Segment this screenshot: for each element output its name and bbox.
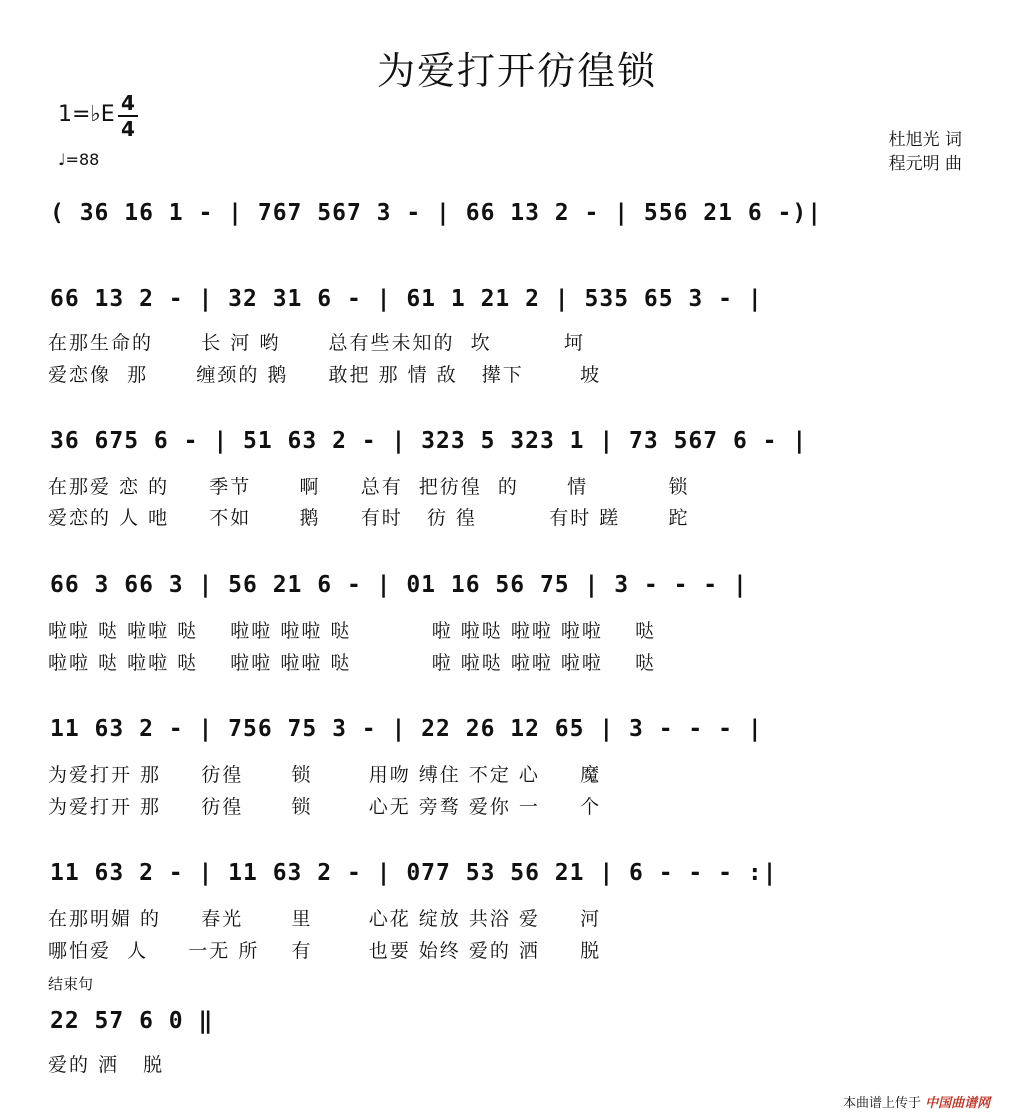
- lyric-line: 在那生命的 长 河 哟 总有些未知的 坎 坷: [48, 332, 585, 354]
- lyric-line: 爱的 洒 脱: [48, 1054, 165, 1076]
- time-signature-top: 4: [121, 91, 135, 115]
- notes: 22 57 6 0 ‖: [50, 1008, 214, 1034]
- lyric-line: 在那明媚 的 春光 里 心花 绽放 共浴 爱 河: [48, 908, 602, 930]
- credits: [889, 128, 962, 176]
- key-signature: 1=♭E: [58, 102, 115, 127]
- lyric-line: 为爱打开 那 彷徨 锁 心无 旁骛 爱你 一 个: [48, 796, 602, 818]
- lyric-line: 爱恋像 那 缠颈的 鹅 敢把 那 情 敌 撵下 坡: [48, 364, 602, 386]
- time-signature-bottom: 4: [121, 117, 135, 141]
- notes: ( 36 16 1 - | 767 567 3 - | 66 13 2 - | 556 21 6 -)|: [50, 200, 823, 226]
- lyricist: 杜旭光 词: [888, 130, 962, 150]
- score-title: 为爱打开彷徨锁: [376, 49, 657, 93]
- notes: 11 63 2 - | 11 63 2 - | 077 53 56 21 | 6 - - - :|: [50, 860, 778, 886]
- time-signature: [118, 92, 138, 140]
- lyric-line: 爱恋的 人 吔 不如 鹅 有时 彷 徨 有时 蹉 跎: [48, 507, 690, 529]
- notes: 36 675 6 - | 51 63 2 - | 323 5 323 1 | 73 567 6 - |: [50, 428, 808, 454]
- footer: [843, 1092, 990, 1111]
- tempo-marking: ♩=88: [58, 150, 100, 169]
- composer: 程元明 曲: [888, 154, 962, 174]
- notes: 11 63 2 - | 756 75 3 - | 22 26 12 65 | 3 - - - |: [50, 716, 763, 742]
- lyric-line: 哪怕爱 人 一无 所 有 也要 始终 爱的 洒 脱: [48, 940, 602, 962]
- lyric-line: 为爱打开 那 彷徨 锁 用吻 缚住 不定 心 魔: [48, 764, 602, 786]
- site-logo[interactable]: 中国曲谱网: [925, 1096, 991, 1111]
- notes: 66 3 66 3 | 56 21 6 - | 01 16 56 75 | 3 - - - |: [50, 572, 748, 598]
- notes: 66 13 2 - | 32 31 6 - | 61 1 21 2 | 535 65 3 - |: [50, 286, 763, 312]
- lyric-line: 在那爱 恋 的 季节 啊 总有 把彷徨 的 情 锁: [48, 476, 690, 498]
- lyric-line: 啦啦 哒 啦啦 哒 啦啦 啦啦 哒 啦 啦哒 啦啦 啦啦 哒: [48, 652, 657, 674]
- footer-text: 本曲谱上传于: [843, 1096, 922, 1111]
- ending-label: 结束句: [48, 975, 94, 993]
- notation-line-intro: [0, 200, 1034, 260]
- lyric-line: 啦啦 哒 啦啦 哒 啦啦 啦啦 哒 啦 啦哒 啦啦 啦啦 哒: [48, 620, 657, 642]
